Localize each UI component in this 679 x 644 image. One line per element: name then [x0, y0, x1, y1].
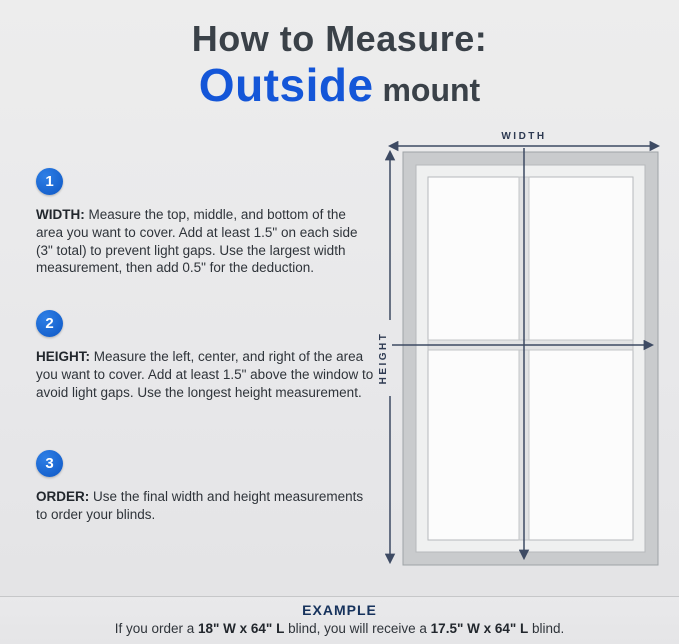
step-3-body: Use the final width and height measurements to order your blinds.	[36, 489, 364, 522]
example-middle: blind, you will receive a	[284, 621, 431, 636]
example-ordered-size: 18" W x 64" L	[198, 621, 285, 636]
step-3-text	[36, 488, 374, 524]
height-label: HEIGHT	[378, 331, 389, 385]
example-footer	[0, 596, 679, 644]
window-diagram	[372, 128, 672, 581]
step-height	[36, 310, 374, 401]
step-2-text	[36, 348, 374, 401]
example-suffix: blind.	[528, 621, 565, 636]
example-received-size: 17.5" W x 64" L	[430, 621, 529, 636]
step-1-body: Measure the top, middle, and bottom of the area you want to cover. Add at least 1.5" on each side (3" total) to prevent light gaps. Use the largest width measurement, then add 0.5" for the deduction.	[36, 207, 358, 276]
step-2-body: Measure the left, center, and right of the area you want to cover. Add at least 1.5" above the window to avoid light gaps. Use the longest height measurement.	[36, 349, 374, 400]
step-2-badge: 2	[36, 310, 63, 337]
page-title	[0, 18, 679, 111]
step-1-text	[36, 206, 374, 277]
step-width	[36, 168, 374, 277]
title-line1: How to Measure:	[191, 18, 488, 59]
window-glass	[428, 177, 633, 540]
title-highlight: Outside	[198, 59, 374, 111]
example-prefix: If you order a	[114, 621, 198, 636]
step-2-label: HEIGHT:	[36, 349, 90, 364]
example-sentence	[0, 621, 679, 636]
width-label: WIDTH	[501, 131, 547, 142]
title-line2	[0, 60, 679, 111]
window-diagram-svg	[372, 128, 672, 576]
step-3-label: ORDER:	[36, 489, 90, 504]
title-rest: mount	[373, 72, 481, 108]
step-3-badge: 3	[36, 450, 63, 477]
step-1-label: WIDTH:	[36, 207, 85, 222]
step-1-badge: 1	[36, 168, 63, 195]
step-order	[36, 450, 374, 524]
example-heading: EXAMPLE	[302, 602, 377, 618]
